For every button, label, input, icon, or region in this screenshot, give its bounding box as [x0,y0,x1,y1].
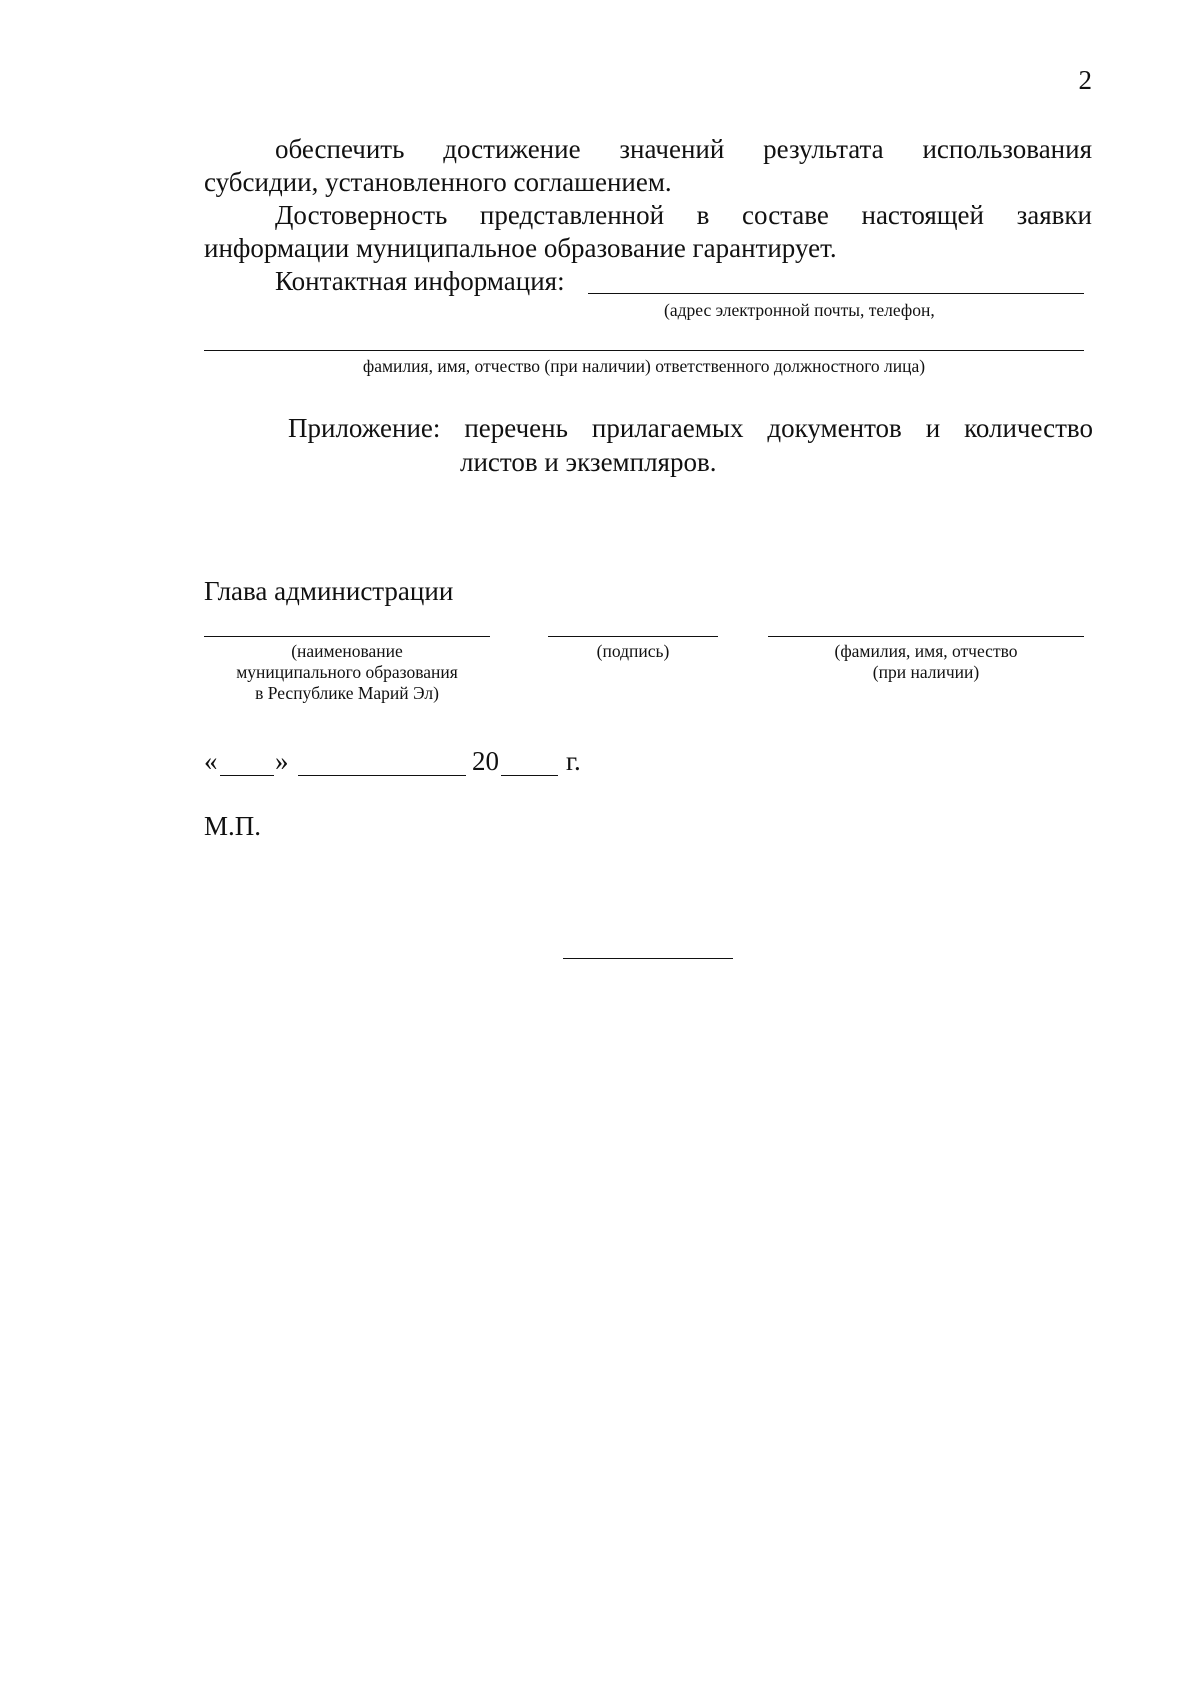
appendix-line-1: Приложение: перечень прилагаемых документов и количество [288,413,1093,443]
contact-caption: (адрес электронной почты, телефон, [664,300,935,320]
closing-separator-line [563,958,733,959]
paragraph-line-1: обеспечить достижение значений результата использования [275,134,1092,164]
municipality-caption-line-3: в Республике Марий Эл) [255,683,439,703]
date-open-quote: « [204,746,218,776]
paragraph-line-3: Достоверность представленной в составе настоящей заявки [275,200,1092,230]
date-year-suffix: г. [566,746,581,776]
responsible-person-caption: фамилия, имя, отчество (при наличии) ответственного должностного лица) [362,356,926,376]
municipality-caption [204,641,490,704]
page-number: 2 [1078,65,1092,95]
contact-line [588,293,1084,294]
paragraph-line-2: субсидии, установленного соглашением. [204,167,672,197]
signatory-title: Глава администрации [204,576,454,606]
date-day-line [220,775,274,776]
signature-caption: (подпись) [596,641,670,661]
responsible-person-line [204,350,1084,351]
appendix-line-2: листов и экземпляров. [460,447,717,477]
full-name-caption [768,641,1084,683]
municipality-line [204,636,490,637]
date-month-line [298,775,466,776]
municipality-caption-line-2: муниципального образования [236,662,458,682]
signature-line [548,636,718,637]
date-close-quote: » [275,746,289,776]
full-name-caption-line-1: (фамилия, имя, отчество [834,641,1018,661]
municipality-caption-line-1: (наименование [291,641,403,661]
date-year-line [501,775,558,776]
stamp-place-label: М.П. [204,811,262,841]
full-name-caption-line-2: (при наличии) [872,662,980,682]
full-name-line [768,636,1084,637]
date-year-prefix: 20 [472,746,499,776]
paragraph-line-4: информации муниципальное образование гарантирует. [204,233,837,263]
contact-label: Контактная информация: [275,266,565,296]
